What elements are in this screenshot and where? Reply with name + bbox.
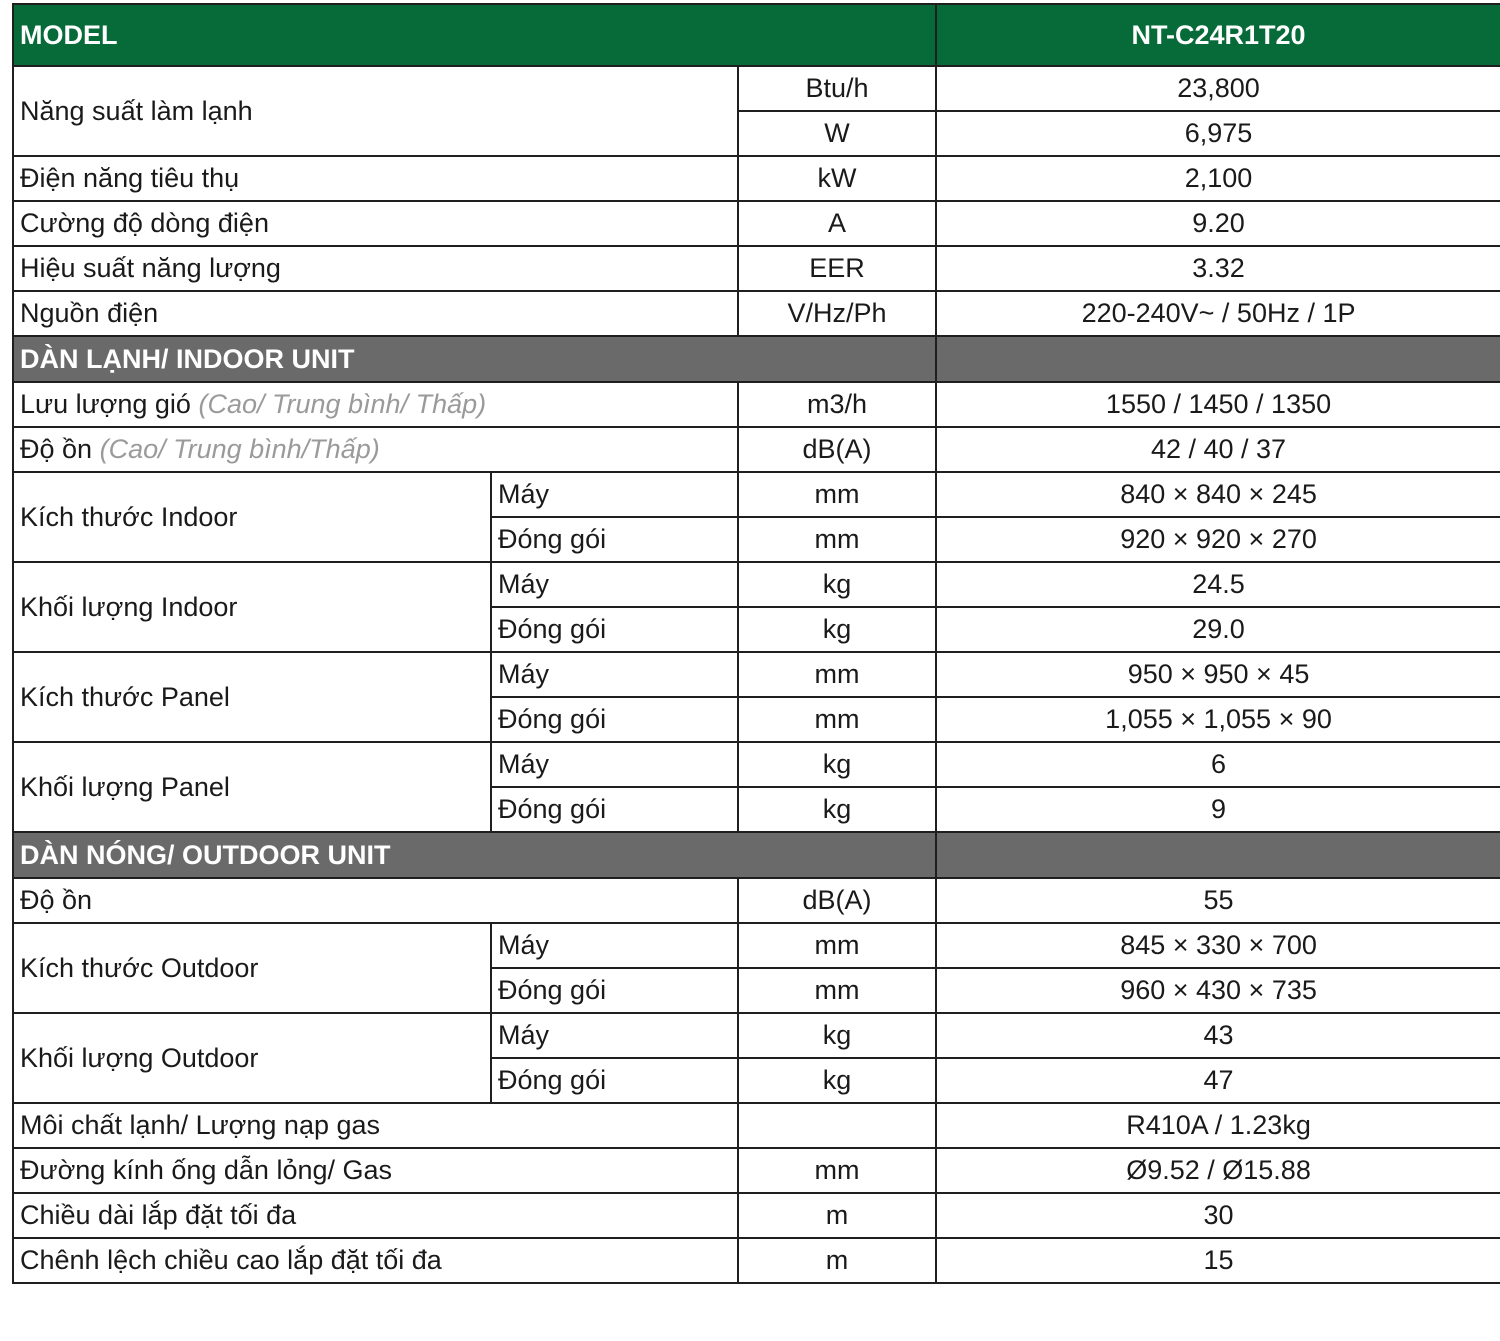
panel-dimension-pack-label: Đóng gói (491, 697, 738, 742)
outdoor-weight-pack-unit: kg (738, 1058, 936, 1103)
panel-dimension-net-value: 950 × 950 × 45 (936, 652, 1500, 697)
panel-dimension-label: Kích thước Panel (13, 652, 491, 742)
max-length-label: Chiều dài lắp đặt tối đa (13, 1193, 738, 1238)
panel-weight-net-label: Máy (491, 742, 738, 787)
section-spacer (936, 832, 1500, 878)
panel-dimension-pack-unit: mm (738, 697, 936, 742)
power-consumption-label: Điện năng tiêu thụ (13, 156, 738, 201)
model-value: NT-C24R1T20 (936, 4, 1500, 66)
indoor-weight-pack-label: Đóng gói (491, 607, 738, 652)
table-row (13, 66, 1500, 111)
indoor-noise-label-cell (13, 427, 738, 472)
outdoor-weight-pack-value: 47 (936, 1058, 1500, 1103)
table-row (13, 742, 1500, 787)
indoor-weight-net-value: 24.5 (936, 562, 1500, 607)
refrigerant-value: R410A / 1.23kg (936, 1103, 1500, 1148)
outdoor-dimension-net-label: Máy (491, 923, 738, 968)
max-height-value: 15 (936, 1238, 1500, 1283)
outdoor-section-title: DÀN NÓNG/ OUTDOOR UNIT (13, 832, 936, 878)
refrigerant-unit (738, 1103, 936, 1148)
current-label: Cường độ dòng điện (13, 201, 738, 246)
indoor-dimension-net-unit: mm (738, 472, 936, 517)
table-row (13, 427, 1500, 472)
panel-dimension-net-label: Máy (491, 652, 738, 697)
outdoor-dimension-net-unit: mm (738, 923, 936, 968)
outdoor-dimension-pack-value: 960 × 430 × 735 (936, 968, 1500, 1013)
airflow-unit: m3/h (738, 382, 936, 427)
outdoor-weight-net-value: 43 (936, 1013, 1500, 1058)
table-row (13, 156, 1500, 201)
table-row (13, 246, 1500, 291)
table-row (13, 1103, 1500, 1148)
cooling-capacity-unit-btu: Btu/h (738, 66, 936, 111)
panel-weight-net-value: 6 (936, 742, 1500, 787)
airflow-note: (Cao/ Trung bình/ Thấp) (198, 389, 487, 419)
panel-dimension-pack-value: 1,055 × 1,055 × 90 (936, 697, 1500, 742)
outdoor-noise-label: Độ ồn (13, 878, 738, 923)
outdoor-weight-net-unit: kg (738, 1013, 936, 1058)
indoor-weight-net-label: Máy (491, 562, 738, 607)
table-row (13, 1013, 1500, 1058)
table-row (13, 1193, 1500, 1238)
indoor-section-title: DÀN LẠNH/ INDOOR UNIT (13, 336, 936, 382)
efficiency-value: 3.32 (936, 246, 1500, 291)
power-supply-label: Nguồn điện (13, 291, 738, 336)
table-row (13, 878, 1500, 923)
efficiency-label: Hiệu suất năng lượng (13, 246, 738, 291)
table-row (13, 291, 1500, 336)
max-length-unit: m (738, 1193, 936, 1238)
indoor-dimension-pack-unit: mm (738, 517, 936, 562)
power-supply-unit: V/Hz/Ph (738, 291, 936, 336)
indoor-noise-label: Độ ồn (20, 434, 93, 464)
power-supply-value: 220-240V~ / 50Hz / 1P (936, 291, 1500, 336)
table-row (13, 652, 1500, 697)
outdoor-weight-pack-label: Đóng gói (491, 1058, 738, 1103)
model-label: MODEL (13, 4, 936, 66)
indoor-noise-note: (Cao/ Trung bình/Thấp) (99, 434, 380, 464)
indoor-noise-value: 42 / 40 / 37 (936, 427, 1500, 472)
section-row-outdoor (13, 832, 1500, 878)
cooling-capacity-value-w: 6,975 (936, 111, 1500, 156)
panel-weight-pack-label: Đóng gói (491, 787, 738, 832)
cooling-capacity-label: Năng suất làm lạnh (13, 66, 738, 156)
current-unit: A (738, 201, 936, 246)
outdoor-noise-unit: dB(A) (738, 878, 936, 923)
efficiency-unit: EER (738, 246, 936, 291)
airflow-label: Lưu lượng gió (20, 389, 191, 419)
airflow-label-cell (13, 382, 738, 427)
panel-weight-label: Khối lượng Panel (13, 742, 491, 832)
indoor-weight-label: Khối lượng Indoor (13, 562, 491, 652)
max-height-label: Chênh lệch chiều cao lắp đặt tối đa (13, 1238, 738, 1283)
indoor-dimension-net-value: 840 × 840 × 245 (936, 472, 1500, 517)
pipe-unit: mm (738, 1148, 936, 1193)
outdoor-weight-net-label: Máy (491, 1013, 738, 1058)
outdoor-dimension-pack-label: Đóng gói (491, 968, 738, 1013)
max-length-value: 30 (936, 1193, 1500, 1238)
current-value: 9.20 (936, 201, 1500, 246)
indoor-dimension-net-label: Máy (491, 472, 738, 517)
outdoor-dimension-pack-unit: mm (738, 968, 936, 1013)
pipe-value: Ø9.52 / Ø15.88 (936, 1148, 1500, 1193)
indoor-dimension-pack-label: Đóng gói (491, 517, 738, 562)
pipe-label: Đường kính ống dẫn lỏng/ Gas (13, 1148, 738, 1193)
refrigerant-label: Môi chất lạnh/ Lượng nạp gas (13, 1103, 738, 1148)
cooling-capacity-value-btu: 23,800 (936, 66, 1500, 111)
panel-weight-pack-value: 9 (936, 787, 1500, 832)
table-row (13, 201, 1500, 246)
indoor-dimension-pack-value: 920 × 920 × 270 (936, 517, 1500, 562)
outdoor-noise-value: 55 (936, 878, 1500, 923)
panel-dimension-net-unit: mm (738, 652, 936, 697)
airflow-value: 1550 / 1450 / 1350 (936, 382, 1500, 427)
table-row (13, 923, 1500, 968)
power-consumption-value: 2,100 (936, 156, 1500, 201)
model-row (13, 4, 1500, 66)
section-row-indoor (13, 336, 1500, 382)
cooling-capacity-unit-w: W (738, 111, 936, 156)
section-spacer (936, 336, 1500, 382)
table-row (13, 472, 1500, 517)
table-row (13, 382, 1500, 427)
spec-table (12, 3, 1500, 1284)
indoor-noise-unit: dB(A) (738, 427, 936, 472)
indoor-weight-pack-unit: kg (738, 607, 936, 652)
indoor-weight-pack-value: 29.0 (936, 607, 1500, 652)
max-height-unit: m (738, 1238, 936, 1283)
panel-weight-net-unit: kg (738, 742, 936, 787)
panel-weight-pack-unit: kg (738, 787, 936, 832)
outdoor-dimension-net-value: 845 × 330 × 700 (936, 923, 1500, 968)
indoor-weight-net-unit: kg (738, 562, 936, 607)
outdoor-weight-label: Khối lượng Outdoor (13, 1013, 491, 1103)
power-consumption-unit: kW (738, 156, 936, 201)
table-row (13, 562, 1500, 607)
table-row (13, 1148, 1500, 1193)
table-row (13, 1238, 1500, 1283)
indoor-dimension-label: Kích thước Indoor (13, 472, 491, 562)
outdoor-dimension-label: Kích thước Outdoor (13, 923, 491, 1013)
